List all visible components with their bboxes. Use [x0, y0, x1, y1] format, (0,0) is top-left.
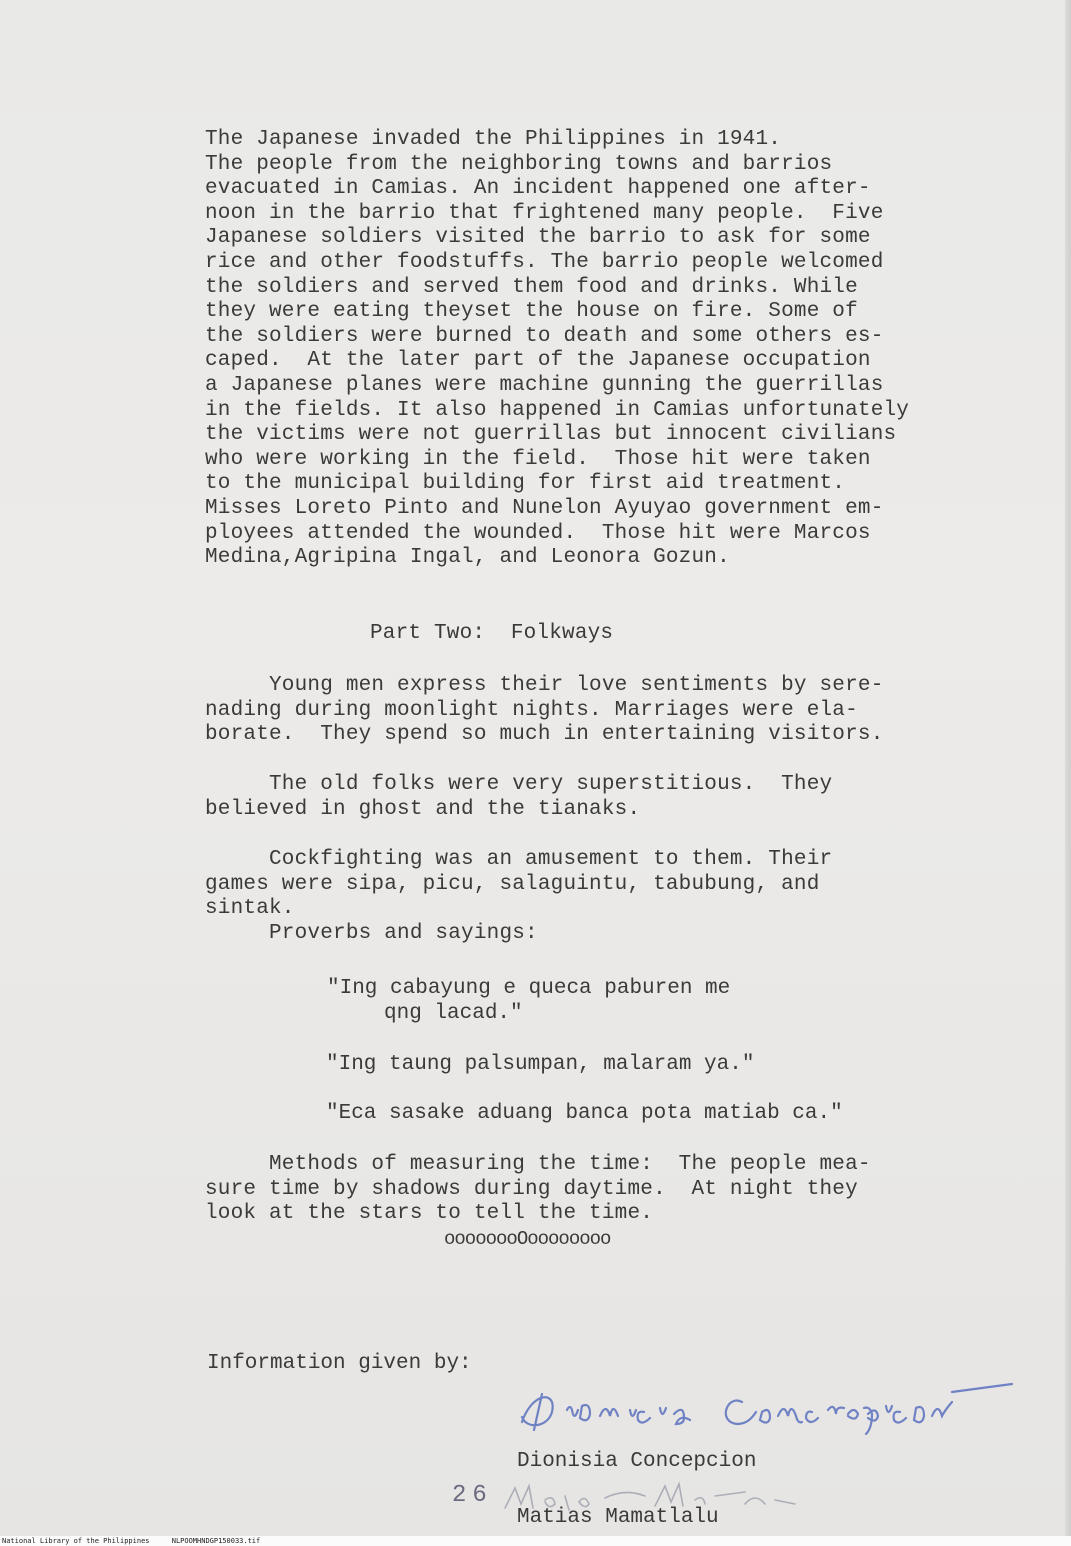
paragraph1-line: The Japanese invaded the Philippines in 1941.: [205, 128, 782, 151]
paragraph4-line: games were sipa, picu, salaguintu, tabubung, and: [205, 872, 820, 896]
paragraph-superstitions: [205, 773, 832, 822]
paragraph1-line: the soldiers and served them food and drinks. While: [205, 275, 858, 299]
paragraph1-line: evacuated in Camias. An incident happened one after-: [205, 177, 871, 201]
paragraph3-line: believed in ghost and the tianaks.: [205, 797, 641, 821]
paragraph-measuring-time: [205, 1153, 871, 1227]
paragraph2-line: Young men express their love sentiments by sere-: [205, 674, 884, 697]
paragraph-japanese-occupation: [205, 128, 909, 571]
proverb-3: "Eca sasake aduang banca pota matiab ca.": [326, 1102, 843, 1125]
paragraph1-line: in the fields. It also happened in Camias unfortunately: [205, 398, 910, 422]
informant-name-2: Matias Mamatlalu: [517, 1506, 719, 1529]
footer-filename: NLPOOMHNDGP150033.tif: [171, 1537, 261, 1545]
proverb-2: "Ing taung palsumpan, malaram ya.": [326, 1053, 755, 1076]
page-number: 26: [452, 1482, 493, 1509]
section-heading: Part Two: Folkways: [370, 622, 614, 645]
scan-footer: [0, 1536, 1071, 1546]
paragraph1-line: the victims were not guerrillas but innocent civilians: [205, 423, 897, 447]
paragraph5-line: Methods of measuring the time: The people mea-: [205, 1153, 871, 1176]
paragraph-courtship: [205, 674, 884, 748]
footer-source: National Library of the Philippines: [2, 1537, 150, 1545]
information-label: Information given by:: [207, 1352, 472, 1375]
informant-name-1: Dionisia Concepcion: [517, 1450, 757, 1473]
paragraph1-line: ployees attended the wounded. Those hit were Marcos: [205, 521, 871, 545]
paragraph5-line: look at the stars to tell the time.: [205, 1202, 654, 1226]
paragraph1-line: they were eating theyset the house on fire. Some of: [205, 300, 858, 324]
separator-line: oooooooOoooooooo: [444, 1228, 611, 1250]
paragraph5-line: sure time by shadows during daytime. At night they: [205, 1177, 858, 1201]
paragraph1-line: who were working in the field. Those hit were taken: [205, 447, 871, 471]
paragraph1-line: rice and other foodstuffs. The barrio people welcomed: [205, 250, 884, 274]
paragraph1-line: caped. At the later part of the Japanese occupation: [205, 349, 871, 373]
paragraph-amusements: [205, 848, 832, 946]
paragraph1-line: a Japanese planes were machine gunning the guerrillas: [205, 373, 884, 397]
handwritten-signature: [512, 1372, 1032, 1442]
paragraph1-line: Medina,Agripina Ingal, and Leonora Gozun.: [205, 546, 730, 570]
proverb-1-line-1: "Ing cabayung e queca paburen me: [327, 977, 731, 1000]
paragraph1-line: noon in the barrio that frightened many people. Five: [205, 201, 884, 225]
paragraph1-line: the soldiers were burned to death and some others es-: [205, 324, 884, 348]
proverb-1-line-2: qng lacad.": [384, 1002, 523, 1025]
paragraph1-line: The people from the neighboring towns and barrios: [205, 152, 833, 176]
paragraph4-line: Proverbs and sayings:: [205, 921, 538, 945]
paragraph1-line: to the municipal building for first aid treatment.: [205, 472, 846, 496]
paragraph3-line: The old folks were very superstitious. They: [205, 773, 833, 796]
paragraph1-line: Misses Loreto Pinto and Nunelon Ayuyao government em-: [205, 496, 884, 520]
paragraph4-line: Cockfighting was an amusement to them. Their: [205, 848, 833, 871]
paragraph1-line: Japanese soldiers visited the barrio to ask for some: [205, 226, 871, 250]
paragraph4-line: sintak.: [205, 897, 295, 921]
page-edge-shadow: [1065, 0, 1071, 1536]
paragraph2-line: borate. They spend so much in entertaining visitors.: [205, 723, 884, 747]
paragraph2-line: nading during moonlight nights. Marriages were ela-: [205, 698, 858, 722]
